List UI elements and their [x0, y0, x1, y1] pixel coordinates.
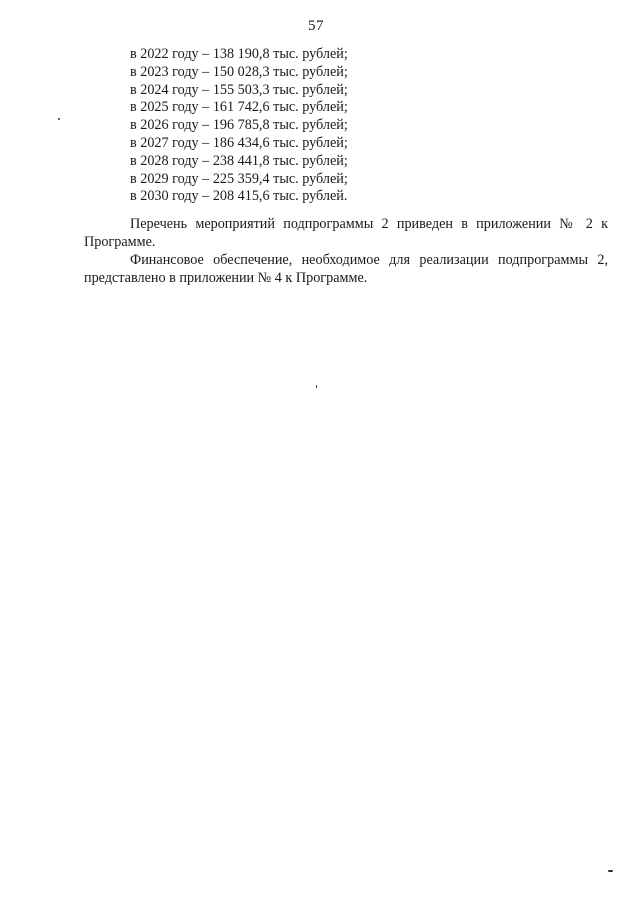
paragraph-activities-list: Перечень мероприятий подпрограммы 2 приведен в приложении № 2 к Программе. [84, 216, 608, 250]
paragraph-financial-support: Финансовое обеспечение, необходимое для реализации подпрограммы 2, представлено в приложении № 4 к Программе. [84, 252, 608, 286]
funding-year-2026: в 2026 году – 196 785,8 тыс. рублей; [130, 117, 348, 134]
funding-year-2024: в 2024 году – 155 503,3 тыс. рублей; [130, 81, 348, 98]
funding-year-2027: в 2027 году – 186 434,6 тыс. рублей; [130, 134, 348, 151]
funding-year-2029: в 2029 году – 225 359,4 тыс. рублей; [130, 170, 348, 187]
funding-year-2023: в 2023 году – 150 028,3 тыс. рублей; [130, 63, 348, 80]
funding-year-2022: в 2022 году – 138 190,8 тыс. рублей; [130, 46, 348, 62]
page-number: 57 [308, 18, 324, 34]
scan-speck [608, 870, 613, 872]
funding-year-2028: в 2028 году – 238 441,8 тыс. рублей; [130, 152, 348, 169]
funding-by-year-list [130, 46, 348, 206]
scan-speck [316, 385, 317, 388]
funding-year-2025: в 2025 году – 161 742,6 тыс. рублей; [130, 99, 348, 116]
funding-year-2030: в 2030 году – 208 415,6 тыс. рублей. [130, 188, 348, 205]
scan-speck [58, 118, 60, 120]
